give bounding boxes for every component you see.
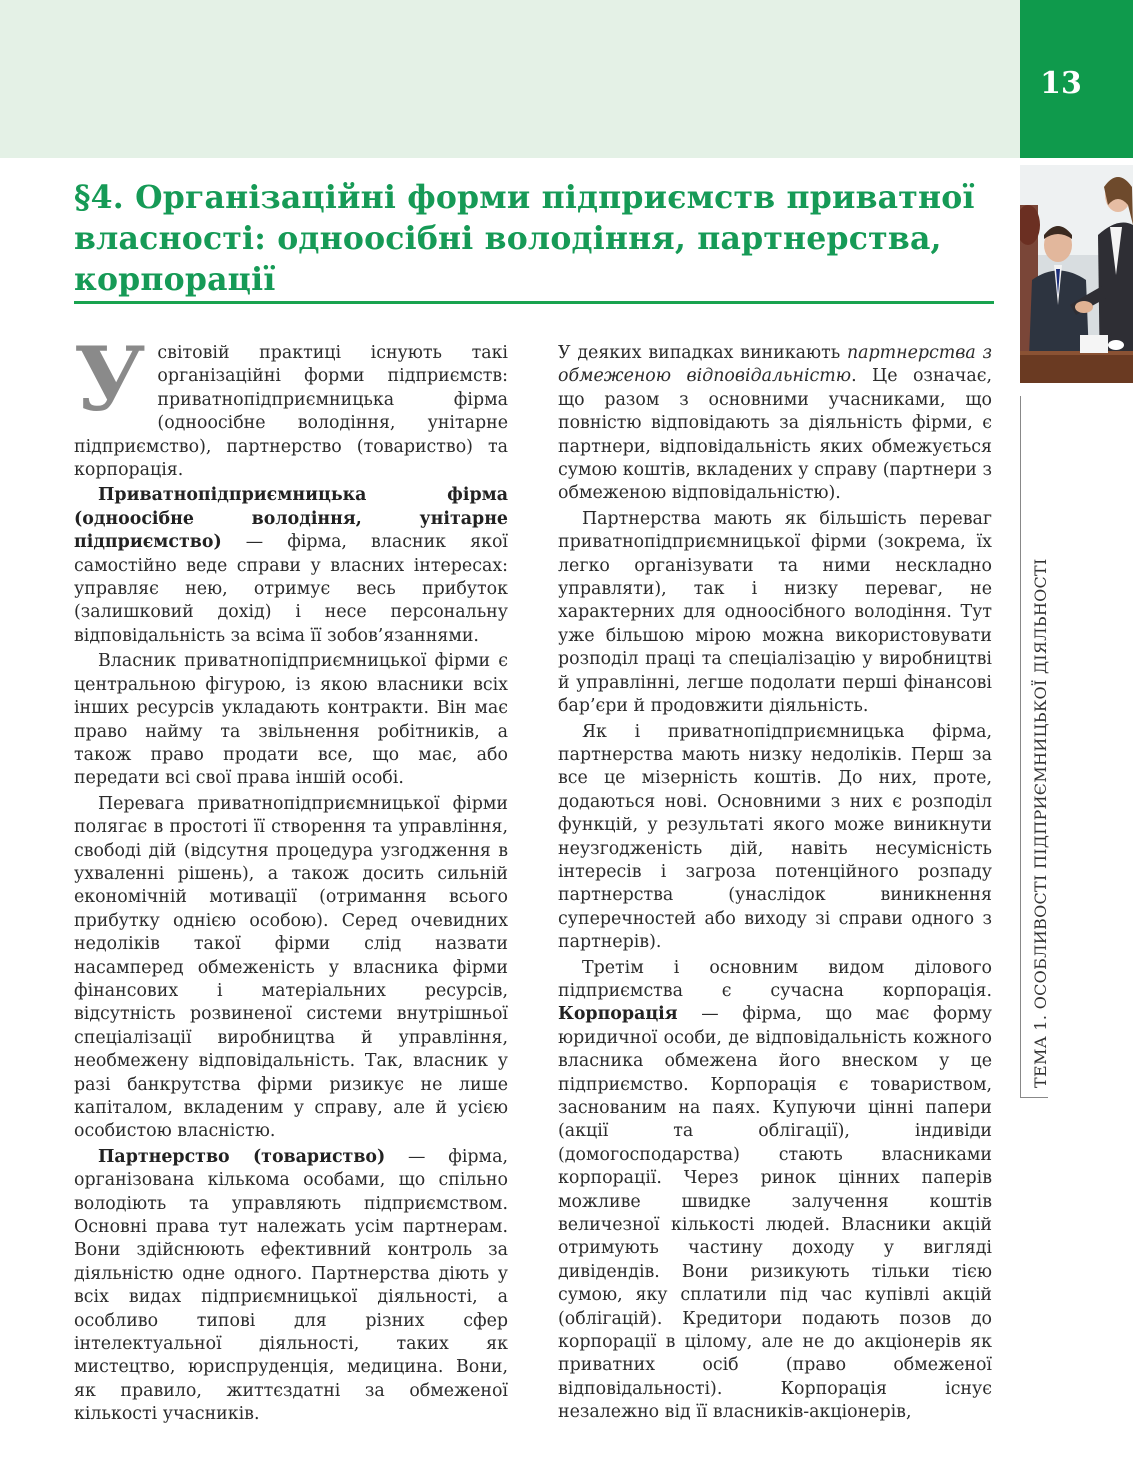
- drop-cap: У: [74, 327, 146, 431]
- italic-term: партнерства з обмеженою відповідальністю: [558, 343, 993, 387]
- paragraph-text: — фірма, власник якої самостійно веде справи у власних інтересах: управляє нею, отримує весь прибуток (залишковий дохід) і несе персональну відповідальність за всіма її зобов’язаннями.: [74, 532, 508, 646]
- paragraph: [74, 484, 508, 648]
- paragraph: Як і приватнопідприємницька фірма, партнерства мають низку недоліків. Перш за все це мізерність коштів. До них, проте, додаються нові. Основними з них є розподіл функцій, у результаті якого може виникнути неузгодженість дій, навіть несумісність інтересів і загроза потенційного розпаду партнерства (унаслідок виникнення суперечностей або виходу зі справи одного з партнерів).: [558, 721, 992, 953]
- paragraph: [74, 1146, 508, 1427]
- text-column-left: [74, 327, 508, 1427]
- side-divider-foot: [1020, 1097, 1048, 1098]
- paragraph-text: . Це означає, що разом з основними учасниками, що повністю відповідають за діяльність фірми, є партнери, відповідальність яких обмежується сумою коштів, вкладених у справу (партнери з обмеженою відповідальністю).: [558, 366, 993, 504]
- section-title: §4. Організаційні форми підприємств приватної власності: одноосібні володіння, партнерства, корпорації: [74, 179, 975, 298]
- side-divider: [1020, 396, 1021, 1098]
- header-band: [0, 0, 1020, 158]
- paragraph: [74, 327, 508, 482]
- term: Корпорація: [558, 1004, 678, 1025]
- term: Приватнопідприємницька фірма (одноосібне володіння, унітарне підприємство): [74, 485, 508, 553]
- chapter-side-label: ТЕМА 1. ОСОБЛИВОСТІ ПІДПРИЄМНИЦЬКОЇ ДІЯЛЬНОСТІ: [1031, 558, 1050, 1088]
- business-handshake-photo: [1020, 165, 1133, 383]
- paragraph-text: світовій практиці існують такі організаційні форми підприємств: приватнопідприємницька фірма (одноосібне володіння, унітарне підприємство), партнерство (товариство) та корпорація.: [74, 343, 508, 481]
- paragraph-text: — фірма, організована кількома особами, що спільно володіють та управляють підприємством. Основні права тут належать усім партнерам. Вони здійснюють ефективний контроль за діяльністю одне одного. Партнерства діють у всіх видах підприємницької діяльності, а особливо типові для різних сфер інтелектуальної діяльності, таких як мистецтво, юриспруденція, медицина. Вони, як правило, життєздатні за обмеженої кількості учасників.: [74, 1146, 508, 1425]
- paragraph: Партнерства мають як більшість переваг приватнопідприємницької фірми (зокрема, їх легко організувати та ними нескладно управляти), так і низку переваг, не характерних для одноосібного володіння. Тут уже більшою мірою можна використовувати розподіл праці та спеціалізацію у виробництві й управлінні, легше подолати перші фінансові бар’єри й продовжити діяльність.: [558, 508, 992, 717]
- title-underline: [74, 301, 994, 304]
- term: Партнерство (товариство): [98, 1146, 386, 1167]
- paragraph: [558, 957, 992, 1425]
- paragraph: Перевага приватнопідприємницької фірми полягає в простоті її створення та управління, свободі дій (відсутня процедура узгодження в ухваленні рішень), а також досить сильній економічній мотивації (отримання всього прибутку однією особою). Серед очевидних недоліків такої фірми слід назвати насамперед обмеженість у власника фірми фінансових і матеріальних ресурсів, відсутність розвиненої системи внутрішньої спеціалізації виробництва й управління, необмежену відповідальність. Так, власник у разі банкрутства фірми ризикує не лише капіталом, вкладеним у справу, але й усією особистою власністю.: [74, 793, 508, 1142]
- paragraph-text: — фірма, що має форму юридичної особи, де відповідальність кожного власника обмежена його внеском у це підприємство. Корпорація є товариством, заснованим на паях. Купуючи цінні папери (акції та облігації), індивіди (домогосподарства) стають власниками корпорації. Через ринок цінних паперів можливе швидке залучення коштів величезної кількості людей. Власники акцій отримують частину доходу у вигляді дивідендів. Вони ризикують тільки тією сумою, яку сплатили під час купівлі акцій (облігацій). Кредитори подають позов до корпорації в цілому, але не до акціонерів як приватних осіб (право обмеженої відповідальності). Корпорація існує незалежно від її власників-акціонерів,: [558, 1004, 992, 1423]
- page-number: 13: [1040, 66, 1082, 101]
- paragraph-text: Третім і основним видом ділового підприємства є сучасна корпорація.: [558, 957, 992, 1001]
- paragraph: Власник приватнопідприємницької фірми є центральною фігурою, із якою власники всіх інших ресурсів укладають контракти. Він має право найму та звільнення робітників, а також право продати все, що має, або передати всі свої права іншій особі.: [74, 651, 508, 789]
- paragraph-text: У деяких випадках виникають: [558, 343, 847, 363]
- text-column-right: [558, 342, 992, 1425]
- paragraph: [558, 342, 992, 506]
